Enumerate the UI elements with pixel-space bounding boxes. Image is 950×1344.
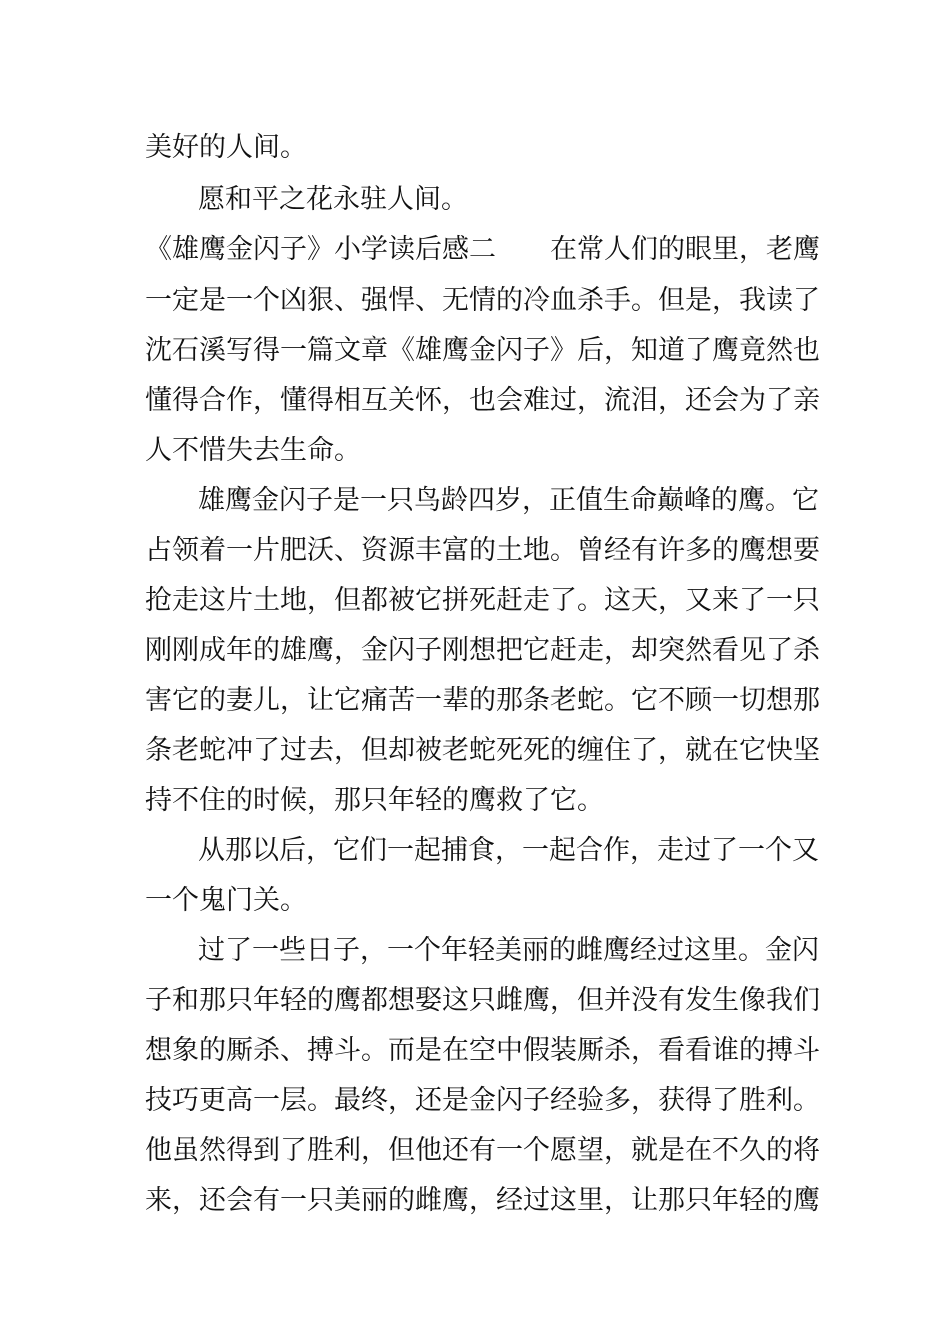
text-line: 沈石溪写得一篇文章《雄鹰金闪子》后，知道了鹰竟然也 — [145, 335, 820, 366]
text-line: 一定是一个凶狠、强悍、无情的冷血杀手。但是，我读了 — [145, 285, 820, 316]
text-line: 懂得合作，懂得相互关怀，也会难过，流泪，还会为了亲 — [145, 385, 820, 416]
text-line: 想象的厮杀、搏斗。而是在空中假装厮杀，看看谁的搏斗 — [145, 1035, 820, 1066]
text-line-continuation: 在常人们的眼里，老鹰 — [550, 234, 820, 265]
text-line: 一个鬼门关。 — [145, 885, 307, 916]
text-line: 抢走这片土地，但都被它拼死赶走了。这天，又来了一只 — [145, 585, 820, 616]
text-line — [145, 232, 820, 268]
text-line: 从那以后，它们一起捕食，一起合作，走过了一个又 — [198, 835, 819, 866]
text-line: 持不住的时候，那只年轻的鹰救了它。 — [145, 785, 604, 816]
text-line: 刚刚成年的雄鹰，金闪子刚想把它赶走，却突然看见了杀 — [145, 635, 820, 666]
text-line: 条老蛇冲了过去，但却被老蛇死死的缠住了，就在它快坚 — [145, 735, 820, 766]
section-title: 《雄鹰金闪子》小学读后感二 — [145, 234, 496, 265]
text-line: 愿和平之花永驻人间。 — [198, 184, 468, 215]
text-line: 雄鹰金闪子是一只鸟龄四岁，正值生命巅峰的鹰。它 — [198, 485, 819, 516]
text-line: 他虽然得到了胜利，但他还有一个愿望，就是在不久的将 — [145, 1135, 820, 1166]
text-line: 来，还会有一只美丽的雌鹰，经过这里，让那只年轻的鹰 — [145, 1185, 820, 1216]
text-line: 占领着一片肥沃、资源丰富的土地。曾经有许多的鹰想要 — [145, 535, 820, 566]
text-line: 美好的人间。 — [145, 132, 307, 163]
text-line: 技巧更高一层。最终，还是金闪子经验多，获得了胜利。 — [145, 1085, 820, 1116]
text-line: 过了一些日子，一个年轻美丽的雌鹰经过这里。金闪 — [198, 935, 819, 966]
text-line: 人不惜失去生命。 — [145, 435, 361, 466]
text-line: 子和那只年轻的鹰都想娶这只雌鹰，但并没有发生像我们 — [145, 985, 820, 1016]
text-line: 害它的妻儿，让它痛苦一辈的那条老蛇。它不顾一切想那 — [145, 685, 820, 716]
